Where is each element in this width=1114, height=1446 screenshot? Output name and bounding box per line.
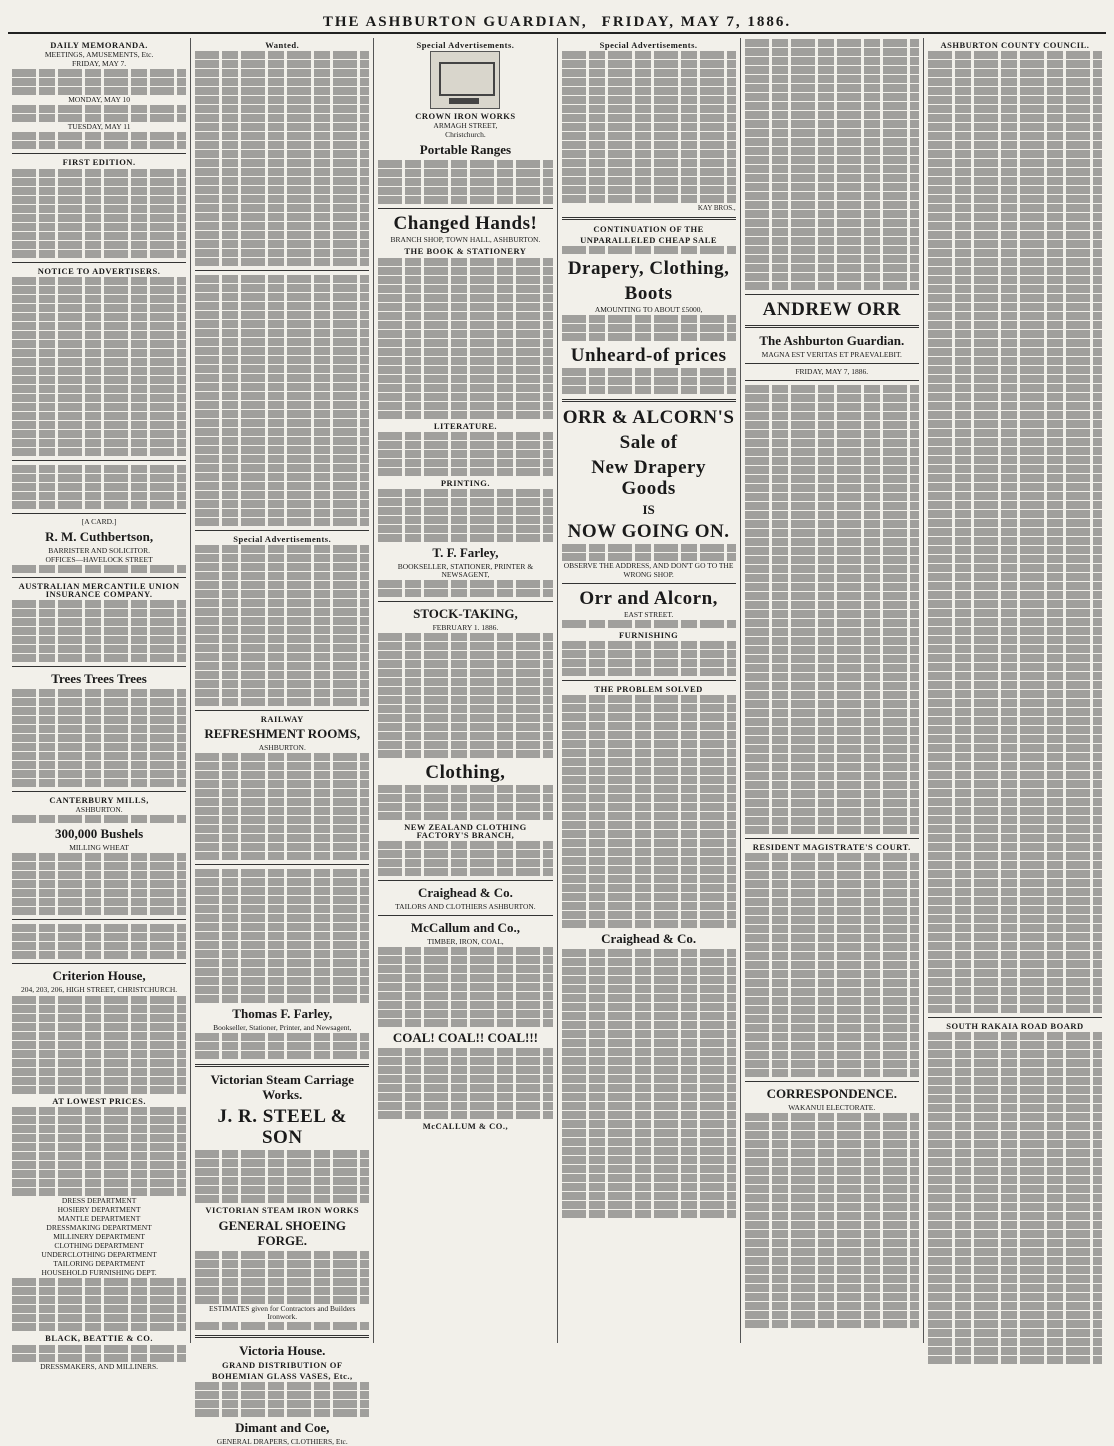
changed-hands: Changed Hands! xyxy=(393,213,538,235)
furnishing: FURNISHING xyxy=(618,629,679,640)
cuthbertson-office: OFFICES—HAVELOCK STREET xyxy=(45,554,153,564)
special-ads-4: Special Advertisements. xyxy=(599,40,698,50)
cuthbertson-title: BARRISTER AND SOLICITOR. xyxy=(48,545,150,555)
south-rakaia: SOUTH RAKAIA ROAD BOARD xyxy=(946,1021,1084,1032)
special-ads-2: Special Advertisements. xyxy=(233,534,332,545)
motto: MAGNA EST VERITAS ET PRAEVALEBIT. xyxy=(761,350,902,359)
new-drapery: New Drapery Goods xyxy=(591,457,706,500)
dept-clothing: CLOTHING DEPARTMENT xyxy=(54,1241,144,1251)
canterbury-mills: CANTERBURY MILLS, xyxy=(49,795,149,806)
card-label: [A CARD.] xyxy=(81,516,117,526)
memo-tuesday: TUESDAY, MAY 11 xyxy=(67,122,131,132)
masthead-date: FRIDAY, MAY 7, 1886. xyxy=(601,14,792,30)
memo-monday: MONDAY, MAY 10 xyxy=(68,95,130,105)
thomas-trade: Bookseller, Stationer, Printer, and Newsagent, xyxy=(213,1023,352,1033)
t-f-farley: T. F. Farley, xyxy=(432,544,499,560)
bushels: 300,000 Bushels xyxy=(55,826,144,842)
kays-sig: KAY BROS., xyxy=(697,204,736,213)
dept-millinery: MILLINERY DEPARTMENT xyxy=(53,1231,145,1241)
portable-ranges: Portable Ranges xyxy=(419,142,512,158)
column-5 xyxy=(741,38,924,1343)
craighead-trade: TAILORS AND CLOTHIERS ASHBURTON. xyxy=(395,902,536,912)
iron-works: VICTORIAN STEAM IRON WORKS xyxy=(205,1205,360,1216)
craighead: Craighead & Co. xyxy=(417,885,513,901)
stock-taking: STOCK-TAKING, xyxy=(413,605,518,621)
dept-household: HOUSEHOLD FURNISHING DEPT. xyxy=(41,1268,157,1278)
dept-underclothing: UNDERCLOTHING DEPARTMENT xyxy=(41,1250,157,1260)
wanted-title: Wanted. xyxy=(265,40,300,50)
orr-alcorns: ORR & ALCORN'S xyxy=(562,407,735,429)
steel-name: J. R. STEEL & SON xyxy=(217,1106,348,1149)
stove-illustration xyxy=(430,51,500,109)
dimant-coe: Dimant and Coe, xyxy=(235,1419,330,1435)
refreshment-town: ASHBURTON. xyxy=(258,743,306,753)
andrew-orr: ANDREW ORR xyxy=(762,299,901,320)
mccallum-sig: McCALLUM & CO., xyxy=(422,1121,509,1132)
book-stationery: THE BOOK & STATIONERY xyxy=(404,246,527,257)
clothing-title: Clothing, xyxy=(425,762,506,784)
orr-addr: EAST STREET. xyxy=(623,609,674,619)
dimant-trade: GENERAL DRAPERS, CLOTHIERS, Etc. xyxy=(216,1436,348,1446)
cheap-sale: UNPARALLELED CHEAP SALE xyxy=(580,235,718,246)
masthead xyxy=(8,14,1106,34)
criterion-house: Criterion House, xyxy=(52,968,146,984)
column-4 xyxy=(558,38,741,1343)
craighead-sig: Craighead & Co. xyxy=(601,930,697,946)
memo-meetings: MEETINGS, AMUSEMENTS, Etc. xyxy=(44,50,154,60)
issue-date: FRIDAY, MAY 7, 1886. xyxy=(795,367,869,377)
column-2 xyxy=(191,38,374,1446)
column-6 xyxy=(924,38,1106,1343)
crown-works: CROWN IRON WORKS xyxy=(415,111,516,122)
dept-tailoring: TAILORING DEPARTMENT xyxy=(53,1259,145,1269)
trees-title: Trees Trees Trees xyxy=(51,671,147,687)
drapery-clothing: Drapery, Clothing, xyxy=(567,258,730,280)
estimates: ESTIMATES given for Contractors and Builders Ironwork. xyxy=(209,1303,356,1321)
sale-of: Sale of xyxy=(619,432,678,454)
memo-friday: FRIDAY, MAY 7. xyxy=(72,59,127,69)
mercantile-title: AUSTRALIAN MERCANTILE UNION INSURANCE COMPANY. xyxy=(18,580,180,600)
cuthbertson-name: R. M. Cuthbertson, xyxy=(45,528,154,544)
council-title: ASHBURTON COUNTY COUNCIL. xyxy=(940,40,1090,50)
refreshment-rooms: REFRESHMENT ROOMS, xyxy=(204,726,361,742)
black-beattie: BLACK, BEATTIE & CO. xyxy=(45,1333,154,1344)
victorian-title: Victorian Steam Carriage Works. xyxy=(210,1072,354,1103)
advertisers-title: NOTICE TO ADVERTISERS. xyxy=(37,265,161,276)
dept-dress: DRESS DEPARTMENT xyxy=(61,1195,137,1205)
column-1 xyxy=(8,38,191,1371)
unheard-prices: Unheard-of prices xyxy=(570,345,727,367)
special-ads-3: Special Advertisements. xyxy=(416,40,515,50)
branch-shop: BRANCH SHOP, TOWN HALL, ASHBURTON. xyxy=(390,235,541,245)
literature: LITERATURE. xyxy=(433,420,498,431)
amounting: AMOUNTING TO ABOUT £5000, xyxy=(594,305,703,315)
canterbury-town: ASHBURTON. xyxy=(75,805,123,815)
victoria-house: Victoria House. xyxy=(239,1342,326,1358)
dressmakers: DRESSMAKERS, AND MILLINERS. xyxy=(40,1361,159,1371)
is-label: IS xyxy=(642,502,655,518)
now-going: NOW GOING ON. xyxy=(567,521,730,543)
farley-trade: BOOKSELLER, STATIONER, PRINTER & NEWSAGENT, xyxy=(397,561,534,579)
railway-title: RAILWAY xyxy=(260,714,304,725)
dept-dressmaking: DRESSMAKING DEPARTMENT xyxy=(46,1222,152,1232)
low-prices: AT LOWEST PRICES. xyxy=(52,1095,146,1106)
masthead-title: THE ASHBURTON GUARDIAN, xyxy=(322,14,588,30)
observe: OBSERVE THE ADDRESS, AND DON'T GO TO THE WRONG SHOP. xyxy=(563,561,734,579)
problem-solved: THE PROBLEM SOLVED xyxy=(594,683,703,694)
guardian-title: The Ashburton Guardian. xyxy=(759,333,905,348)
grand-distribution: GRAND DISTRIBUTION OF xyxy=(221,1359,343,1370)
wakanui: WAKANUI ELECTORATE. xyxy=(788,1103,876,1113)
criterion-address: 204, 203, 206, HIGH STREET, CHRISTCHURCH. xyxy=(21,985,178,995)
general-shoeing: GENERAL SHOEING FORGE. xyxy=(218,1217,347,1248)
continuation: CONTINUATION OF THE xyxy=(593,224,704,235)
first-edition-title: FIRST EDITION. xyxy=(62,157,136,168)
columns xyxy=(8,38,1106,1446)
column-3 xyxy=(374,38,557,1343)
dept-hosiery: HOSIERY DEPARTMENT xyxy=(57,1204,141,1214)
christchurch: Christchurch. xyxy=(445,130,486,140)
bohemian-glass: BOHEMIAN GLASS VASES, Etc., xyxy=(211,1370,353,1381)
correspondence: CORRESPONDENCE. xyxy=(766,1086,897,1102)
printing: PRINTING. xyxy=(440,477,490,488)
coal-coal: COAL! COAL!! COAL!!! xyxy=(392,1030,538,1046)
nz-factory: NEW ZEALAND CLOTHING FACTORY'S BRANCH, xyxy=(404,822,527,841)
mccallum-trade: TIMBER, IRON, COAL, xyxy=(427,937,504,947)
resident-court: RESIDENT MAGISTRATE'S COURT. xyxy=(752,842,911,853)
dept-mantle: MANTLE DEPARTMENT xyxy=(57,1213,141,1223)
milling-wheat: MILLING WHEAT xyxy=(69,843,129,853)
boots: Boots xyxy=(624,283,673,305)
thomas-farley: Thomas F. Farley, xyxy=(232,1006,333,1022)
feb-date: FEBRUARY 1. 1886. xyxy=(432,622,499,632)
armagh-street: ARMAGH STREET, xyxy=(433,121,498,131)
orr-name: Orr and Alcorn, xyxy=(579,587,718,609)
memo-title: DAILY MEMORANDA. xyxy=(50,40,148,50)
mccallum: McCallum and Co., xyxy=(410,920,520,936)
